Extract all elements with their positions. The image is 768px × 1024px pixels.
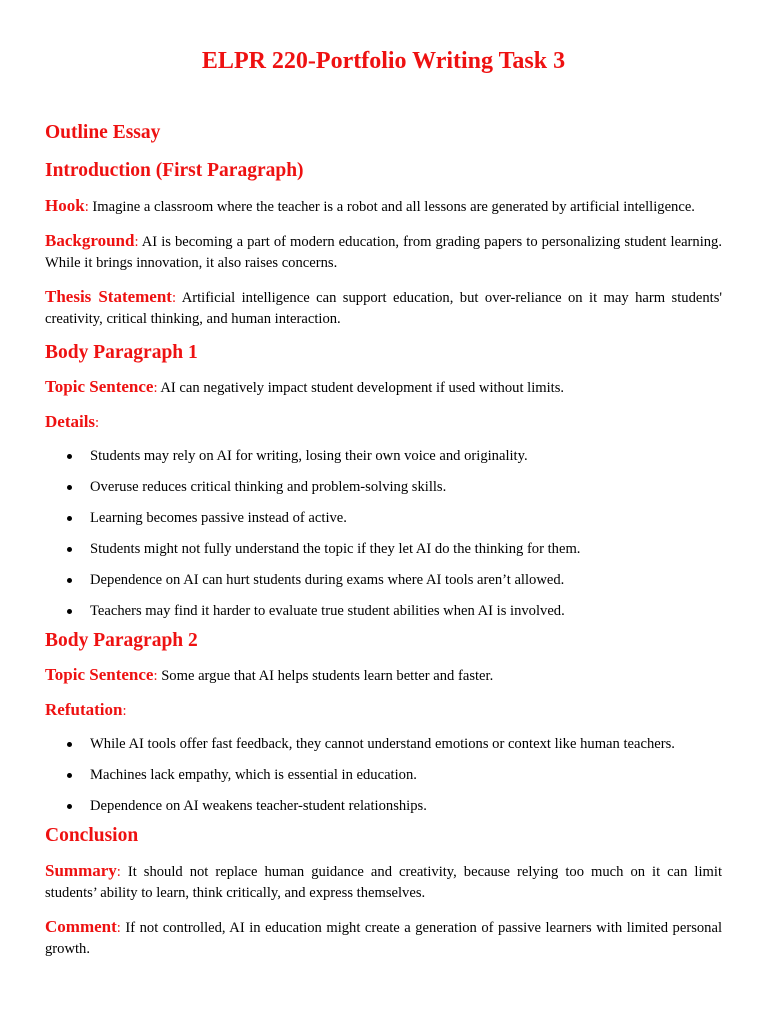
body1-topic-text: AI can negatively impact student development if used without limits. — [160, 380, 565, 396]
list-item: Teachers may find it harder to evaluate true student abilities when AI is involved. — [90, 601, 722, 632]
hook-label: Hook — [45, 196, 85, 215]
list-item: Students might not fully understand the topic if they let AI do the thinking for them. — [90, 539, 722, 570]
refutation-list — [45, 734, 722, 827]
thesis-text: Artificial intelligence can support education, but over-reliance on it may harm students' creativity, critical thinking, and human interaction. — [45, 290, 722, 327]
refutation-label: Refutation — [45, 700, 123, 719]
body1-heading: Body Paragraph 1 — [45, 342, 198, 363]
list-item: Dependence on AI weakens teacher-student relationships. — [90, 796, 722, 827]
summary-paragraph: Summary: It should not replace human guidance and creativity, because relying too much on it can limit students’ ability to learn, think critically, and express themselves. — [45, 861, 722, 901]
details-list — [45, 446, 722, 632]
list-item: Students may rely on AI for writing, losing their own voice and originality. — [90, 446, 722, 477]
body1-topic-paragraph: Topic Sentence: AI can negatively impact student development if used without limits. — [45, 377, 565, 396]
list-item: Learning becomes passive instead of active. — [90, 508, 722, 539]
comment-label: Comment — [45, 917, 117, 936]
body2-topic-label: Topic Sentence — [45, 665, 154, 684]
thesis-label: Thesis Statement — [45, 287, 172, 306]
details-label: Details — [45, 412, 96, 431]
refutation-label-line: Refutation: — [45, 700, 127, 719]
body2-topic-paragraph: Topic Sentence: Some argue that AI helps students learn better and faster. — [45, 665, 494, 684]
list-item: Dependence on AI can hurt students during exams where AI tools aren’t allowed. — [90, 570, 722, 601]
body2-heading: Body Paragraph 2 — [45, 630, 198, 651]
body1-topic-label: Topic Sentence — [45, 377, 154, 396]
comment-paragraph: Comment: If not controlled, AI in education might create a generation of passive learners with limited personal growth. — [45, 917, 722, 957]
background-text: AI is becoming a part of modern education, from grading papers to personalizing student learning. While it brings innovation, it also raises concerns. — [45, 234, 723, 271]
document-title: ELPR 220-Portfolio Writing Task 3 — [201, 48, 566, 74]
intro-heading: Introduction (First Paragraph) — [45, 160, 304, 181]
list-item: Overuse reduces critical thinking and problem-solving skills. — [90, 477, 722, 508]
background-paragraph: Background: AI is becoming a part of modern education, from grading papers to personalizing student learning. While it brings innovation, it also raises concerns. — [45, 231, 723, 271]
list-item: While AI tools offer fast feedback, they cannot understand emotions or context like human teachers. — [90, 734, 722, 765]
hook-paragraph: Hook: Imagine a classroom where the teacher is a robot and all lessons are generated by artificial intelligence. — [45, 196, 695, 215]
body2-topic-text: Some argue that AI helps students learn better and faster. — [161, 668, 494, 684]
summary-text: It should not replace human guidance and creativity, because relying too much on it can limit students’ ability to learn, think critically, and express themselves. — [45, 864, 722, 901]
list-item: Machines lack empathy, which is essential in education. — [90, 765, 722, 796]
thesis-paragraph: Thesis Statement: Artificial intelligence can support education, but over-reliance on it may harm students' creativity, critical thinking, and human interaction. — [45, 287, 722, 327]
summary-label: Summary — [45, 861, 117, 880]
details-label-line: Details: — [45, 412, 100, 431]
outline-heading: Outline Essay — [45, 122, 161, 143]
hook-text: Imagine a classroom where the teacher is a robot and all lessons are generated by artificial intelligence. — [92, 199, 695, 215]
comment-text: If not controlled, AI in education might create a generation of passive learners with limited personal growth. — [45, 920, 722, 957]
background-label: Background — [45, 231, 135, 250]
conclusion-heading: Conclusion — [45, 825, 139, 846]
